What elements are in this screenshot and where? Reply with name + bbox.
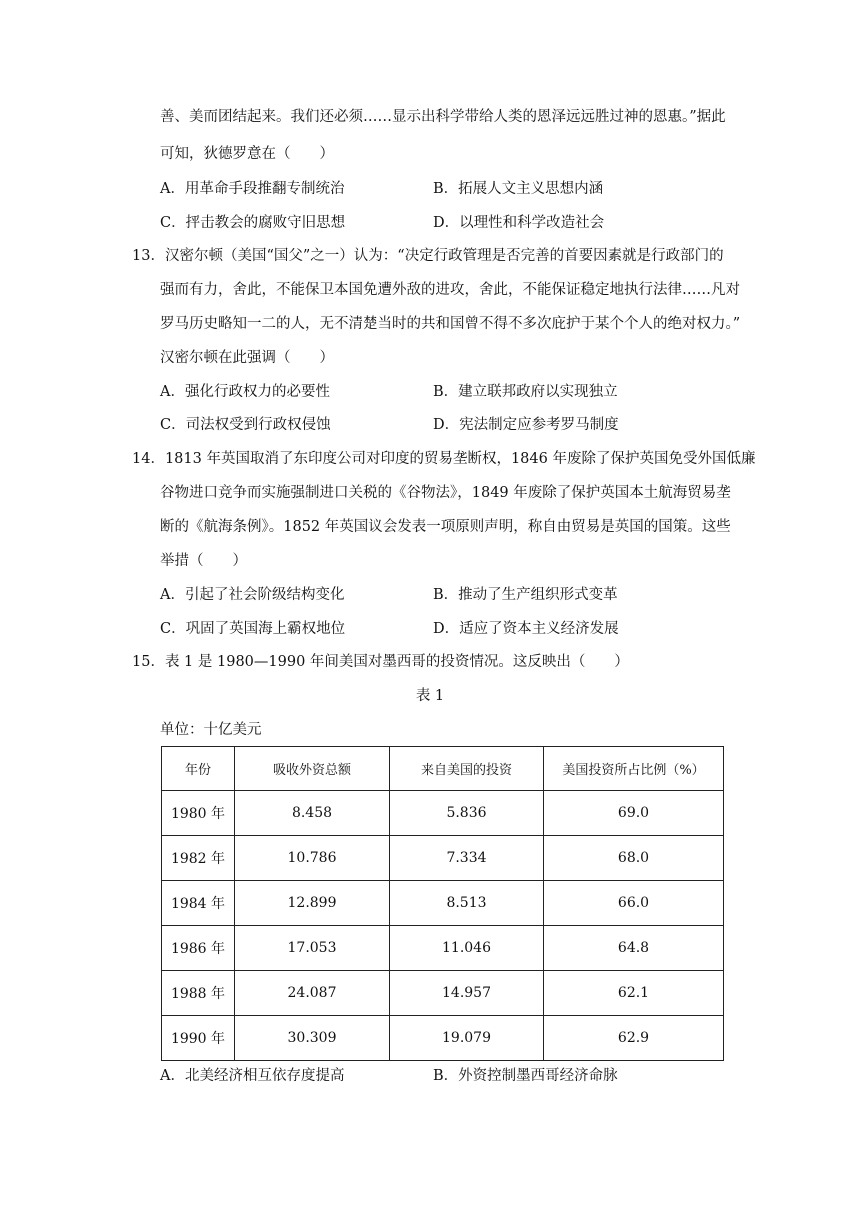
cell-us: 8.513: [390, 881, 544, 926]
q14-text-line-1: 14．1813 年英国取消了东印度公司对印度的贸易垄断权，1846 年废除了保护英国免受外国低廉: [132, 451, 756, 467]
cell-share: 68.0: [544, 836, 724, 881]
cell-year: 1986 年: [162, 926, 235, 971]
cell-share: 66.0: [544, 881, 724, 926]
table-row: [162, 926, 724, 971]
q15-text-line-1: 15．表 1 是 1980—1990 年间美国对墨西哥的投资情况。这反映出（ ）: [132, 654, 629, 670]
q12-text-line-2: 可知，狄德罗意在（ ）: [160, 146, 334, 162]
header-year: 年份: [162, 747, 235, 791]
option-text: 拓展人文主义思想内涵: [458, 181, 604, 197]
option-text: 推动了生产组织形式变革: [458, 587, 618, 603]
cell-year: 1980 年: [162, 791, 235, 836]
investment-table: [161, 746, 724, 1061]
q14-text-line-2: 谷物进口竞争而实施强制进口关税的《谷物法》，1849 年废除了保护英国本土航海贸易垄: [160, 485, 731, 501]
option-letter: D．: [433, 215, 460, 231]
cell-total: 17.053: [235, 926, 390, 971]
table-row: [162, 836, 724, 881]
option-text: 抨击教会的腐败守旧思想: [185, 215, 346, 231]
option-letter: B．: [433, 1068, 459, 1084]
option-text: 适应了资本主义经济发展: [459, 621, 619, 637]
option-text: 司法权受到行政权侵蚀: [185, 417, 331, 433]
cell-total: 24.087: [235, 971, 390, 1016]
cell-share: 62.1: [544, 971, 724, 1016]
header-total-foreign-investment: 吸收外资总额: [235, 747, 390, 791]
q14-option-a[interactable]: [160, 585, 344, 605]
q15-option-a[interactable]: [160, 1066, 344, 1086]
table-row: [162, 881, 724, 926]
table-header-row: [162, 747, 724, 791]
q15-option-b[interactable]: [433, 1066, 618, 1086]
q14-option-c[interactable]: [160, 619, 345, 639]
q13-text-line-1: 13．汉密尔顿（美国“国父”之一）认为：“决定行政管理是否完善的首要因素就是行政部门的: [132, 248, 724, 264]
cell-total: 8.458: [235, 791, 390, 836]
q13-text-line-3: 罗马历史略知一二的人，无不清楚当时的共和国曾不得不多次庇护于某个个人的绝对权力。”: [160, 316, 741, 332]
cell-year: 1984 年: [162, 881, 235, 926]
q13-option-c[interactable]: [160, 415, 331, 435]
cell-us: 5.836: [390, 791, 544, 836]
q14-text-line-4: 举措（ ）: [160, 553, 247, 569]
cell-share: 64.8: [544, 926, 724, 971]
cell-share: 69.0: [544, 791, 724, 836]
option-text: 北美经济相互依存度提高: [184, 1068, 345, 1084]
q13-option-b[interactable]: [433, 382, 618, 402]
cell-share: 62.9: [544, 1016, 724, 1061]
option-text: 引起了社会阶级结构变化: [184, 587, 345, 603]
q13-option-a[interactable]: [160, 382, 330, 402]
q14-text-line-3: 断的《航海条例》。1852 年英国议会发表一项原则声明，称自由贸易是英国的国策。这些: [160, 519, 731, 535]
option-text: 建立联邦政府以实现独立: [458, 384, 618, 400]
option-letter: D．: [433, 621, 460, 637]
q13-text-line-2: 强而有力，舍此，不能保卫本国免遭外敌的进攻，舍此，不能保证稳定地执行法律……凡对: [160, 282, 740, 298]
q12-option-b[interactable]: [433, 179, 603, 199]
cell-year: 1982 年: [162, 836, 235, 881]
q12-option-a[interactable]: [160, 179, 344, 199]
q13-text-line-4: 汉密尔顿在此强调（ ）: [160, 350, 334, 366]
header-us-investment: 来自美国的投资: [390, 747, 544, 791]
q12-option-d[interactable]: [433, 213, 604, 233]
cell-year: 1990 年: [162, 1016, 235, 1061]
cell-total: 12.899: [235, 881, 390, 926]
option-text: 宪法制定应参考罗马制度: [459, 417, 619, 433]
option-letter: B．: [433, 587, 459, 603]
option-letter: C．: [160, 417, 186, 433]
option-letter: B．: [433, 384, 459, 400]
cell-us: 7.334: [390, 836, 544, 881]
option-text: 用革命手段推翻专制统治: [184, 181, 345, 197]
option-letter: A．: [160, 181, 185, 197]
cell-total: 10.786: [235, 836, 390, 881]
header-us-share-percent: 美国投资所占比例（%）: [544, 747, 724, 791]
option-letter: A．: [160, 384, 185, 400]
option-text: 巩固了英国海上霸权地位: [185, 621, 346, 637]
option-letter: A．: [160, 1068, 185, 1084]
option-letter: A．: [160, 587, 185, 603]
option-letter: C．: [160, 621, 186, 637]
table-caption: 表 1: [415, 688, 445, 704]
q12-text-line-1: 善、美而团结起来。我们还必须……显示出科学带给人类的恩泽远远胜过神的恩惠。”据此: [160, 109, 726, 125]
table-row: [162, 971, 724, 1016]
option-text: 以理性和科学改造社会: [459, 215, 605, 231]
table-unit-label: 单位：十亿美元: [160, 722, 262, 738]
cell-us: 19.079: [390, 1016, 544, 1061]
cell-total: 30.309: [235, 1016, 390, 1061]
option-text: 强化行政权力的必要性: [184, 384, 330, 400]
cell-us: 14.957: [390, 971, 544, 1016]
option-text: 外资控制墨西哥经济命脉: [458, 1068, 618, 1084]
option-letter: D．: [433, 417, 460, 433]
q13-option-d[interactable]: [433, 415, 619, 435]
cell-us: 11.046: [390, 926, 544, 971]
cell-year: 1988 年: [162, 971, 235, 1016]
option-letter: C．: [160, 215, 186, 231]
q14-option-b[interactable]: [433, 585, 618, 605]
q12-option-c[interactable]: [160, 213, 345, 233]
q14-option-d[interactable]: [433, 619, 619, 639]
table-row: [162, 791, 724, 836]
table-row: [162, 1016, 724, 1061]
option-letter: B．: [433, 181, 459, 197]
